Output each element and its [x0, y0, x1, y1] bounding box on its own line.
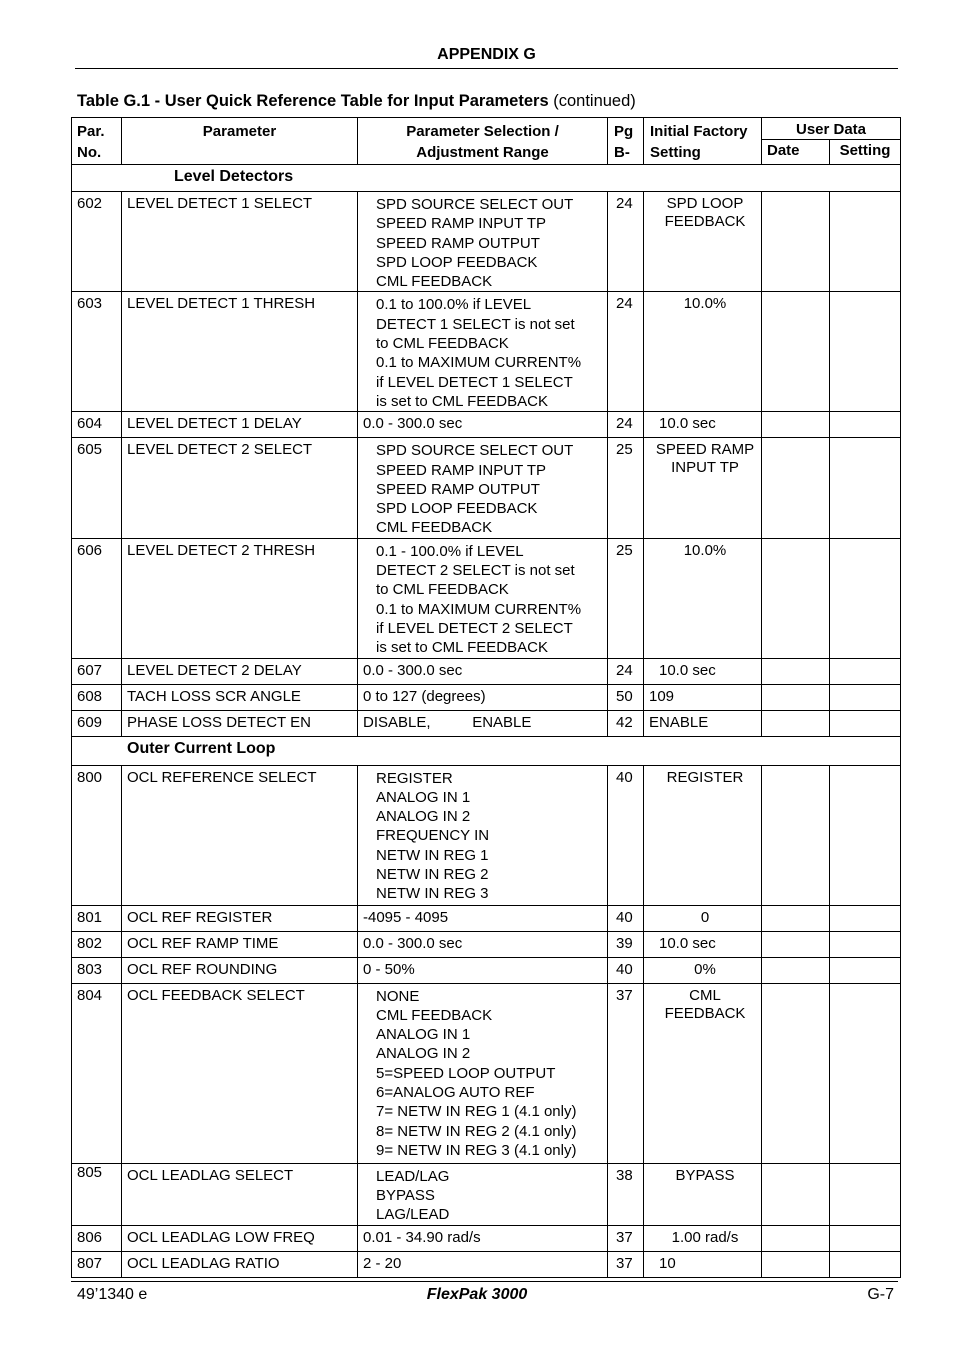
section-cell — [72, 736, 901, 765]
par-number-cell — [72, 905, 122, 931]
factory-setting-cell — [644, 684, 762, 710]
factory-setting-cell — [644, 292, 762, 412]
user-setting-cell[interactable] — [830, 658, 901, 684]
factory-setting-cell — [644, 438, 762, 538]
parameter-name: OCL REF RAMP TIME — [127, 934, 279, 952]
par-number: 805 — [77, 1163, 103, 1181]
user-setting-cell[interactable] — [830, 1225, 901, 1251]
pg-reference-cell — [608, 438, 644, 538]
factory-setting: 0 — [700, 908, 710, 926]
user-setting-cell[interactable] — [830, 1251, 901, 1277]
selection-range: 2 - 20 — [363, 1254, 402, 1272]
par-number: 803 — [77, 960, 103, 978]
footer-rule — [71, 1281, 898, 1282]
factory-setting: 10.0% — [683, 295, 727, 313]
par-number: 804 — [77, 986, 103, 1004]
parameter-name-cell — [122, 931, 358, 957]
user-date-cell[interactable] — [762, 905, 830, 931]
user-setting-cell[interactable] — [830, 438, 901, 538]
section-row — [72, 736, 901, 765]
selection-range: 0.0 - 300.0 sec — [363, 415, 463, 433]
par-number-cell — [72, 983, 122, 1163]
table-row — [72, 412, 901, 438]
user-date-cell[interactable] — [762, 412, 830, 438]
parameter-name: LEVEL DETECT 2 SELECT — [127, 441, 313, 459]
selection-range-cell — [358, 710, 608, 736]
par-number: 604 — [77, 415, 103, 433]
parameter-name: OCL REF ROUNDING — [127, 960, 278, 978]
factory-setting-cell — [644, 957, 762, 983]
selection-range: 0 - 50% — [363, 960, 415, 978]
selection-range-cell — [358, 1225, 608, 1251]
user-setting-cell[interactable] — [830, 412, 901, 438]
parameter-name-cell — [122, 192, 358, 292]
selection-range: REGISTER ANALOG IN 1 ANALOG IN 2 FREQUENCY IN NETW IN REG 1 NETW IN REG 2 NETW IN REG 3 — [376, 769, 490, 903]
par-number-cell — [72, 1163, 122, 1225]
pg-reference-cell — [608, 684, 644, 710]
par-number-cell — [72, 292, 122, 412]
selection-range: 0.1 - 100.0% if LEVEL DETECT 2 SELECT is not set to CML FEEDBACK 0.1 to MAXIMUM CURRENT% if LEVEL DETECT 2 SELECT is set to CML FEEDBACK — [376, 542, 582, 657]
par-number-cell — [72, 658, 122, 684]
user-setting-cell[interactable] — [830, 983, 901, 1163]
header-rule — [75, 68, 898, 69]
table-row — [72, 658, 901, 684]
pg-reference-cell — [608, 765, 644, 905]
par-number: 800 — [77, 768, 103, 786]
parameter-name: OCL LEADLAG RATIO — [127, 1254, 280, 1272]
parameter-name: OCL REF REGISTER — [127, 908, 273, 926]
pg-reference: 37 — [616, 1254, 633, 1272]
factory-setting-cell — [644, 658, 762, 684]
parameter-name: TACH LOSS SCR ANGLE — [127, 687, 301, 705]
pg-reference: 37 — [616, 986, 633, 1004]
parameter-name-cell — [122, 905, 358, 931]
pg-reference: 24 — [616, 195, 633, 212]
par-number-cell — [72, 192, 122, 292]
user-setting-cell[interactable] — [830, 710, 901, 736]
pg-reference: 24 — [616, 415, 633, 433]
selection-range-cell — [358, 658, 608, 684]
factory-setting-cell — [644, 1225, 762, 1251]
table-row — [72, 684, 901, 710]
par-number-cell — [72, 931, 122, 957]
factory-setting: ENABLE — [649, 713, 709, 731]
user-setting-cell[interactable] — [830, 292, 901, 412]
col-user-data: User Data — [762, 118, 901, 140]
user-date-cell[interactable] — [762, 765, 830, 905]
section-title: Level Detectors — [174, 168, 294, 185]
factory-setting: SPEED RAMP INPUT TP — [655, 441, 755, 477]
par-number: 606 — [77, 541, 103, 559]
par-number: 801 — [77, 908, 103, 926]
user-date-cell[interactable] — [762, 1163, 830, 1225]
table-row — [72, 905, 901, 931]
col-setting: Setting — [830, 140, 901, 165]
pg-reference-cell — [608, 1163, 644, 1225]
col-date: Date — [762, 140, 830, 165]
selection-range: DISABLE, ENABLE — [363, 713, 532, 731]
factory-setting: 10 — [659, 1254, 676, 1272]
parameter-name-cell — [122, 684, 358, 710]
user-setting-cell[interactable] — [830, 957, 901, 983]
par-number-cell — [72, 1225, 122, 1251]
par-number-cell — [72, 957, 122, 983]
parameter-name-cell — [122, 765, 358, 905]
selection-range-cell — [358, 1251, 608, 1277]
pg-reference: 24 — [616, 295, 633, 313]
selection-range-cell — [358, 957, 608, 983]
pg-reference-cell — [608, 412, 644, 438]
parameter-name-cell — [122, 292, 358, 412]
selection-range-cell — [358, 765, 608, 905]
selection-range: -4095 - 4095 — [363, 908, 449, 926]
pg-reference: 40 — [616, 768, 633, 786]
par-number: 605 — [77, 441, 103, 459]
parameter-name-cell — [122, 983, 358, 1163]
par-number: 602 — [77, 195, 103, 212]
table-row — [72, 1225, 901, 1251]
table-row — [72, 765, 901, 905]
pg-reference: 25 — [616, 441, 633, 459]
user-date-cell[interactable] — [762, 438, 830, 538]
factory-setting-cell — [644, 412, 762, 438]
user-setting-cell[interactable] — [830, 192, 901, 292]
pg-reference: 42 — [616, 713, 633, 731]
par-number-cell — [72, 684, 122, 710]
par-number-cell — [72, 710, 122, 736]
caption-bold: Table G.1 - User Quick Reference Table for Input Parameters — [77, 92, 549, 110]
pg-reference: 40 — [616, 908, 633, 926]
parameter-name: LEVEL DETECT 2 THRESH — [127, 541, 316, 559]
selection-range-cell — [358, 684, 608, 710]
selection-range: 0.1 to 100.0% if LEVEL DETECT 1 SELECT is not set to CML FEEDBACK 0.1 to MAXIMUM CURRENT% if LEVEL DETECT 1 SELECT is set to CML FEEDBACK — [376, 296, 582, 410]
par-number-cell — [72, 765, 122, 905]
par-number-cell — [72, 438, 122, 538]
parameter-name-cell — [122, 1163, 358, 1225]
selection-range: 0.0 - 300.0 sec — [363, 661, 463, 679]
table-row — [72, 438, 901, 538]
selection-range-cell — [358, 1163, 608, 1225]
parameter-name-cell — [122, 412, 358, 438]
section-row — [72, 165, 901, 192]
pg-reference: 39 — [616, 934, 633, 952]
user-setting-cell[interactable] — [830, 931, 901, 957]
selection-range: 0.0 - 300.0 sec — [363, 934, 463, 952]
factory-setting-cell — [644, 765, 762, 905]
pg-reference-cell — [608, 957, 644, 983]
factory-setting: 109 — [649, 687, 675, 705]
table-row — [72, 957, 901, 983]
factory-setting-cell — [644, 192, 762, 292]
table-caption — [77, 92, 636, 111]
footer-page-number: G-7 — [867, 1286, 894, 1303]
user-date-cell[interactable] — [762, 931, 830, 957]
factory-setting-cell — [644, 538, 762, 658]
user-date-cell[interactable] — [762, 538, 830, 658]
pg-reference-cell — [608, 983, 644, 1163]
pg-reference: 25 — [616, 541, 633, 559]
user-date-cell[interactable] — [762, 957, 830, 983]
parameter-table — [71, 117, 901, 1278]
factory-setting: 10.0% — [683, 541, 727, 559]
parameter-name: LEVEL DETECT 1 DELAY — [127, 415, 302, 433]
table-row — [72, 538, 901, 658]
pg-reference-cell — [608, 192, 644, 292]
parameter-name: OCL REFERENCE SELECT — [127, 768, 317, 786]
col-selection: Parameter Selection / Adjustment Range — [358, 118, 608, 165]
user-date-cell[interactable] — [762, 710, 830, 736]
selection-range-cell — [358, 931, 608, 957]
factory-setting: REGISTER — [666, 768, 744, 786]
par-number: 608 — [77, 687, 103, 705]
selection-range-cell — [358, 905, 608, 931]
user-date-cell[interactable] — [762, 684, 830, 710]
pg-reference-cell — [608, 1225, 644, 1251]
user-setting-cell[interactable] — [830, 765, 901, 905]
factory-setting: 10.0 sec — [659, 415, 716, 433]
factory-setting-cell — [644, 931, 762, 957]
par-number: 609 — [77, 713, 103, 731]
factory-setting: SPD LOOP FEEDBACK — [664, 195, 746, 230]
parameter-name-cell — [122, 957, 358, 983]
table-row — [72, 983, 901, 1163]
parameter-name: LEVEL DETECT 2 DELAY — [127, 661, 302, 679]
factory-setting: 0% — [694, 960, 716, 978]
appendix-header: APPENDIX G — [437, 46, 536, 63]
par-number: 802 — [77, 934, 103, 952]
table-row — [72, 192, 901, 292]
parameter-name: OCL FEEDBACK SELECT — [127, 986, 305, 1004]
par-number: 603 — [77, 295, 103, 313]
table-row — [72, 292, 901, 412]
pg-reference-cell — [608, 1251, 644, 1277]
selection-range: SPD SOURCE SELECT OUT SPEED RAMP INPUT TP SPEED RAMP OUTPUT SPD LOOP FEEDBACK CML FEEDBACK — [376, 196, 574, 291]
selection-range-cell — [358, 538, 608, 658]
user-date-cell[interactable] — [762, 658, 830, 684]
par-number: 807 — [77, 1254, 103, 1272]
pg-reference-cell — [608, 710, 644, 736]
user-date-cell[interactable] — [762, 983, 830, 1163]
parameter-name: OCL LEADLAG SELECT — [127, 1166, 294, 1184]
factory-setting: 10.0 sec — [659, 934, 716, 952]
par-number: 806 — [77, 1228, 103, 1246]
caption-continued: (continued) — [548, 92, 636, 110]
factory-setting-cell — [644, 1163, 762, 1225]
factory-setting-cell — [644, 905, 762, 931]
parameter-name-cell — [122, 438, 358, 538]
pg-reference: 24 — [616, 661, 633, 679]
user-date-cell[interactable] — [762, 192, 830, 292]
selection-range-cell — [358, 412, 608, 438]
table-row — [72, 1163, 901, 1225]
pg-reference: 38 — [616, 1166, 633, 1184]
selection-range: NONE CML FEEDBACK ANALOG IN 1 ANALOG IN 2 5=SPEED LOOP OUTPUT 6=ANALOG AUTO REF 7= NETW IN REG 1 (4.1 only) 8= NETW IN REG 2 (4.1 only) 9= NETW IN REG 3 (4.1 only) — [376, 987, 577, 1159]
section-title: Outer Current Loop — [127, 739, 276, 757]
table-row — [72, 1251, 901, 1277]
par-number: 607 — [77, 661, 103, 679]
parameter-name: LEVEL DETECT 1 SELECT — [127, 195, 313, 212]
col-pg: Pg B- — [608, 118, 644, 165]
factory-setting-cell — [644, 710, 762, 736]
footer-product: FlexPak 3000 — [426, 1286, 528, 1303]
selection-range: 0.01 - 34.90 rad/s — [363, 1228, 481, 1246]
col-factory: Initial Factory Setting — [644, 118, 762, 165]
parameter-name-cell — [122, 1251, 358, 1277]
table-row — [72, 931, 901, 957]
parameter-name: OCL LEADLAG LOW FREQ — [127, 1228, 315, 1246]
factory-setting: 1.00 rad/s — [671, 1228, 739, 1246]
section-cell — [72, 165, 901, 192]
parameter-name-cell — [122, 710, 358, 736]
col-parameter: Parameter — [122, 118, 358, 165]
user-setting-cell[interactable] — [830, 538, 901, 658]
par-number-cell — [72, 412, 122, 438]
factory-setting: CML FEEDBACK — [664, 986, 746, 1022]
selection-range: 0 to 127 (degrees) — [363, 687, 486, 705]
par-number-cell — [72, 538, 122, 658]
selection-range: SPD SOURCE SELECT OUT SPEED RAMP INPUT TP SPEED RAMP OUTPUT SPD LOOP FEEDBACK CML FEEDBACK — [376, 442, 574, 537]
col-par-no: Par. No. — [72, 118, 122, 165]
par-number-cell — [72, 1251, 122, 1277]
factory-setting: BYPASS — [675, 1166, 735, 1184]
parameter-name-cell — [122, 1225, 358, 1251]
pg-reference-cell — [608, 905, 644, 931]
user-setting-cell[interactable] — [830, 684, 901, 710]
parameter-name-cell — [122, 538, 358, 658]
selection-range-cell — [358, 292, 608, 412]
footer-doc-number: 49’1340 e — [77, 1286, 148, 1303]
factory-setting-cell — [644, 1251, 762, 1277]
factory-setting-cell — [644, 983, 762, 1163]
user-setting-cell[interactable] — [830, 1163, 901, 1225]
parameter-name: PHASE LOSS DETECT EN — [127, 713, 311, 731]
selection-range-cell — [358, 438, 608, 538]
pg-reference-cell — [608, 658, 644, 684]
user-date-cell[interactable] — [762, 292, 830, 412]
factory-setting: 10.0 sec — [659, 661, 716, 679]
pg-reference-cell — [608, 292, 644, 412]
table-row — [72, 710, 901, 736]
pg-reference: 40 — [616, 960, 633, 978]
pg-reference-cell — [608, 538, 644, 658]
parameter-name: LEVEL DETECT 1 THRESH — [127, 295, 316, 313]
user-setting-cell[interactable] — [830, 905, 901, 931]
selection-range-cell — [358, 983, 608, 1163]
pg-reference-cell — [608, 931, 644, 957]
pg-reference: 50 — [616, 687, 633, 705]
selection-range: LEAD/LAG BYPASS LAG/LEAD — [376, 1167, 450, 1224]
selection-range-cell — [358, 192, 608, 292]
parameter-name-cell — [122, 658, 358, 684]
pg-reference: 37 — [616, 1228, 633, 1246]
user-date-cell[interactable] — [762, 1251, 830, 1277]
user-date-cell[interactable] — [762, 1225, 830, 1251]
